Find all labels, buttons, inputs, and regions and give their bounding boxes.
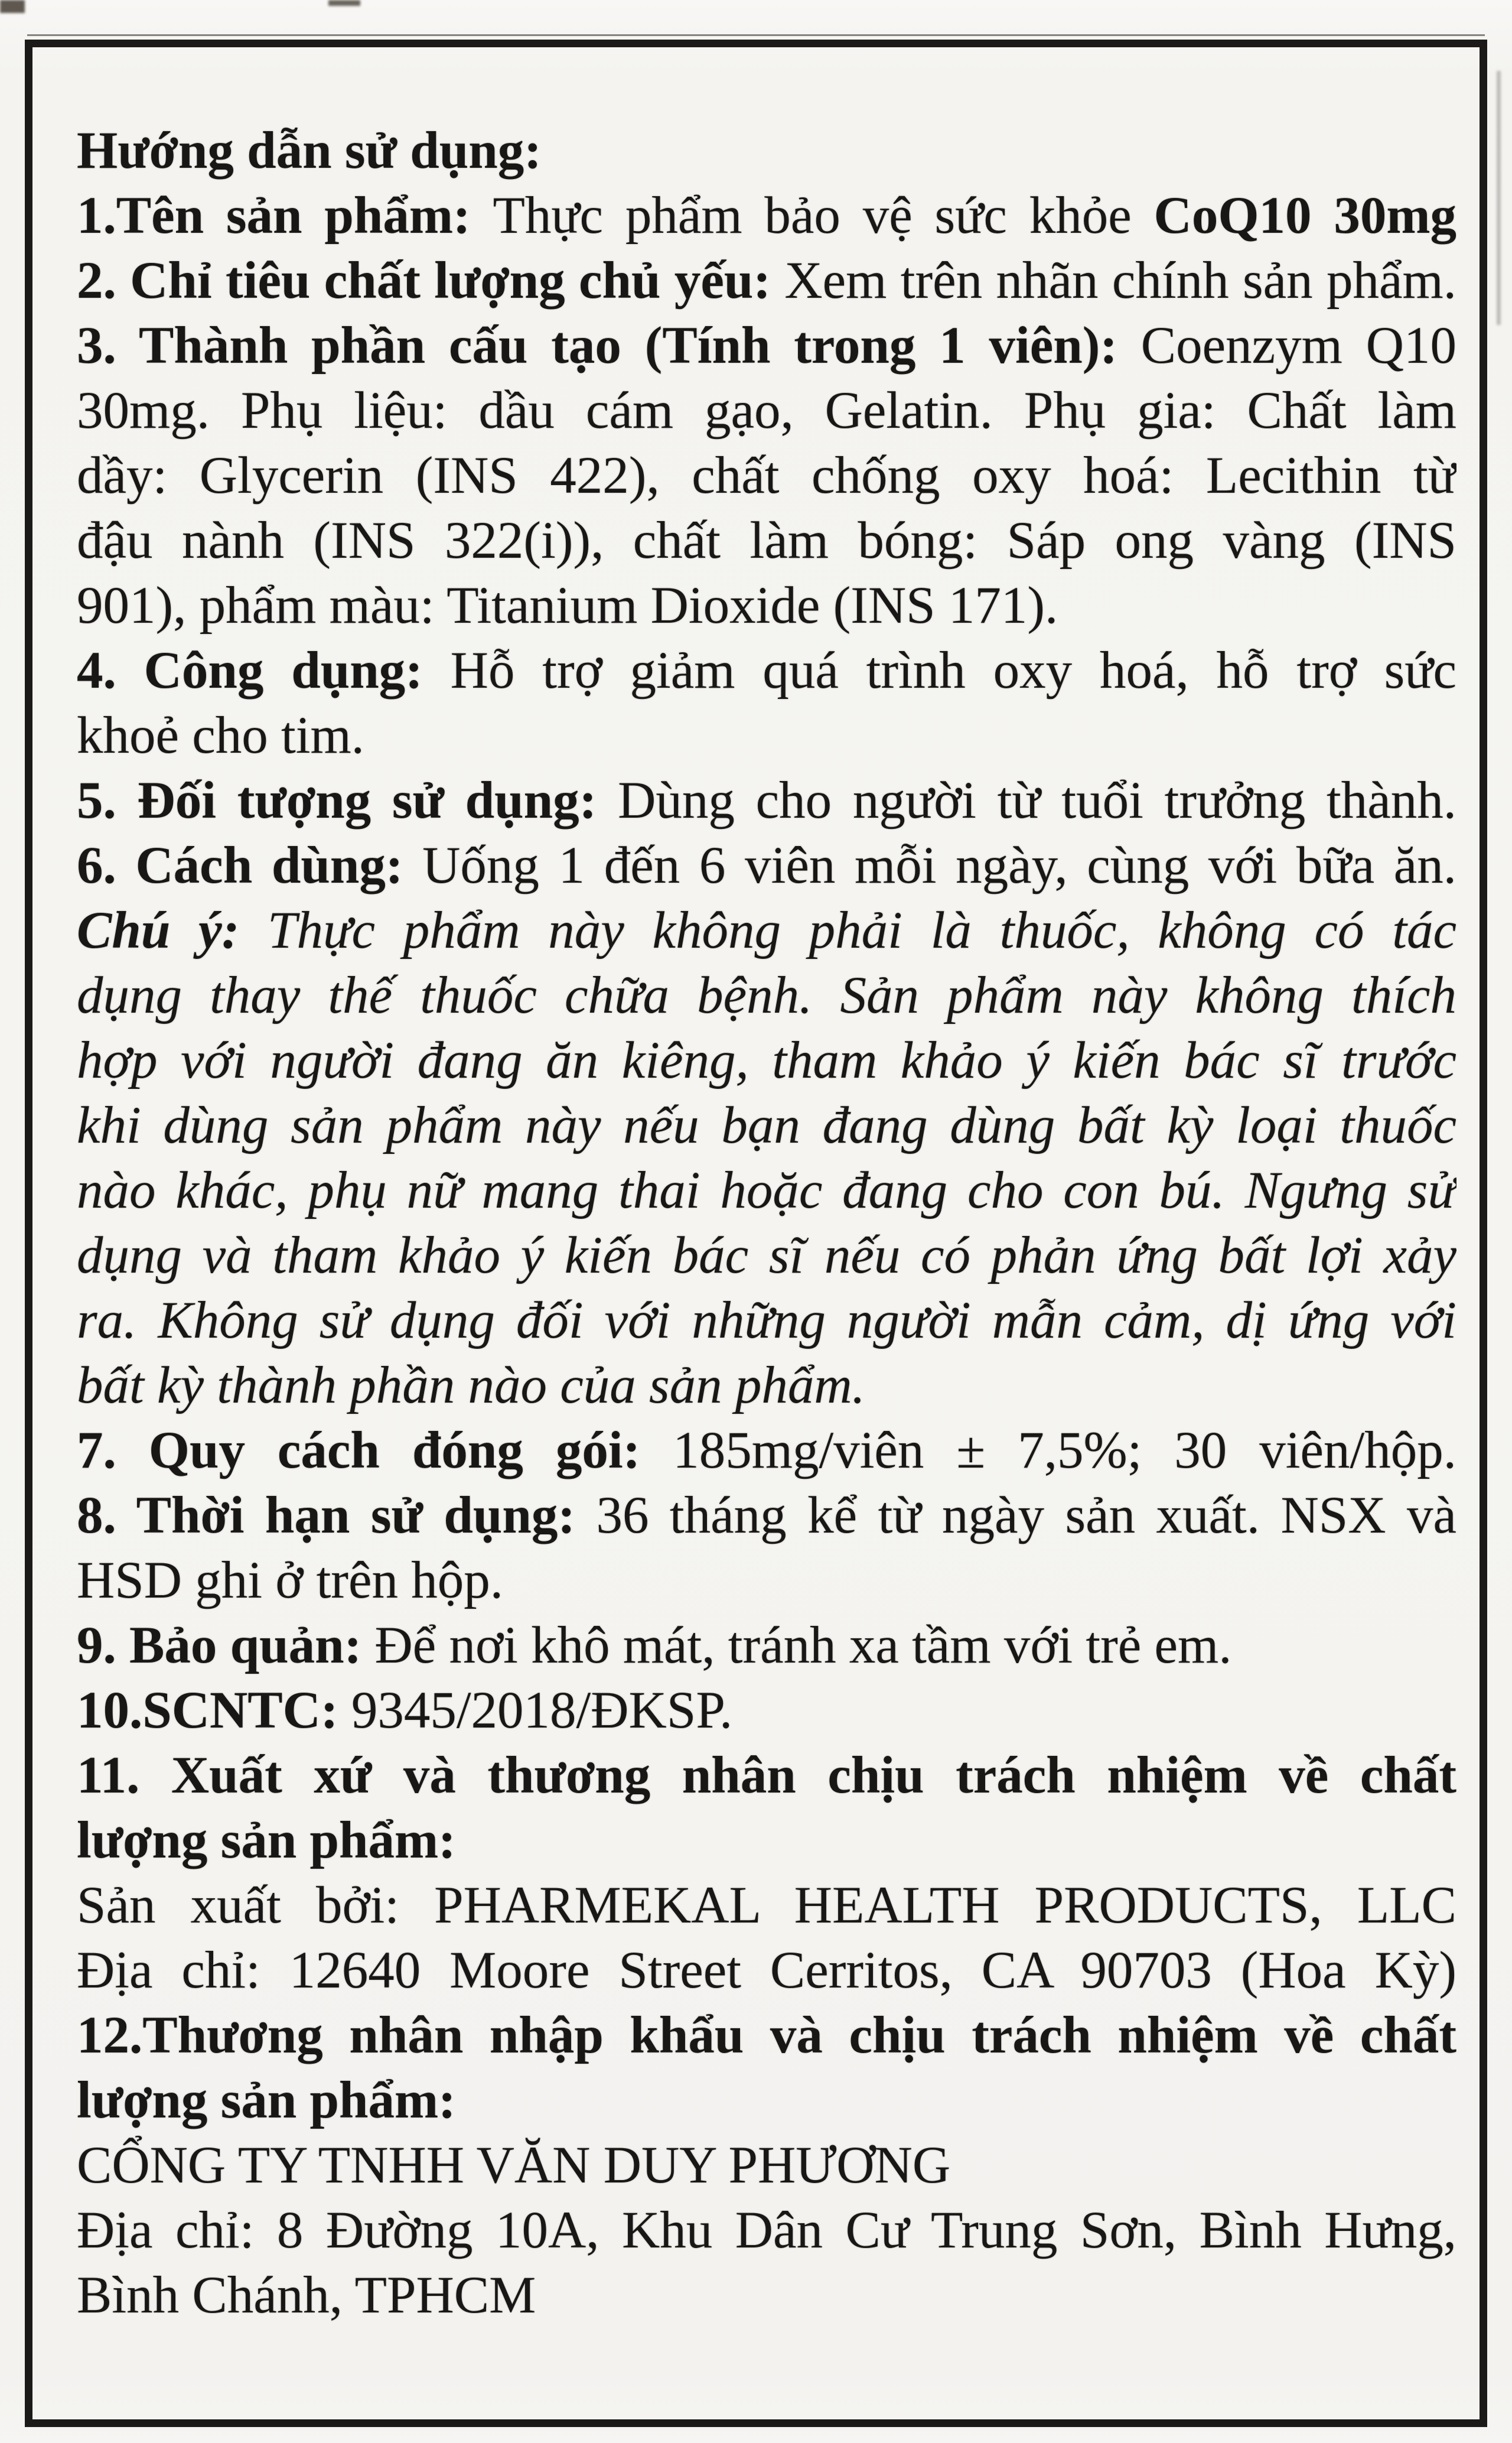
text-line [77, 638, 1456, 703]
text-line [77, 1938, 1456, 2003]
text-segment-italic: Thực phẩm này không phải là thuốc, không có tác [267, 902, 1456, 959]
text-segment-bold: 6. Cách dùng: [77, 837, 423, 894]
text-line [77, 443, 1456, 508]
text-segment-italic: dụng và tham khảo ý kiến bác sĩ nếu có phản ứng bất lợi xảy [77, 1227, 1456, 1284]
text-segment-regular: CỔNG TY TNHH VĂN DUY PHƯƠNG [77, 2136, 951, 2194]
text-line [77, 963, 1456, 1028]
text-segment-regular: 901), phẩm màu: Titanium Dioxide (INS 171). [77, 577, 1058, 635]
scan-artifact [0, 0, 25, 13]
text-segment-regular: 9345/2018/ĐKSP. [351, 1681, 733, 1739]
text-segment-bold: 4. Công dụng: [77, 642, 451, 700]
text-line [77, 898, 1456, 963]
text-line [77, 1743, 1456, 1808]
text-line [77, 1483, 1456, 1548]
text-segment-regular: khoẻ cho tim. [77, 707, 364, 765]
text-line [77, 1873, 1456, 1938]
text-line [77, 1418, 1456, 1483]
text-segment-regular: dầy: Glycerin (INS 422), chất chống oxy hoá: Lecithin từ [77, 447, 1456, 505]
text-line [77, 1613, 1456, 1678]
text-line [77, 118, 1456, 183]
text-segment-regular: 36 tháng kể từ ngày sản xuất. NSX và [596, 1486, 1456, 1544]
text-segment-italic: dụng thay thế thuốc chữa bệnh. Sản phẩm này không thích [77, 967, 1456, 1024]
text-line [77, 1093, 1456, 1158]
text-segment-regular: đậu nành (INS 322(i)), chất làm bóng: Sáp ong vàng (INS [77, 512, 1456, 570]
text-line [77, 2133, 1456, 2198]
text-line [77, 1353, 1456, 1418]
text-line [77, 183, 1456, 248]
text-line [77, 2198, 1456, 2263]
text-line [77, 703, 1456, 768]
text-segment-bold: 9. Bảo quản: [77, 1616, 375, 1674]
text-segment-regular: Xem trên nhãn chính sản phẩm. [784, 252, 1456, 310]
text-line [77, 1678, 1456, 1743]
text-segment-regular: Uống 1 đến 6 viên mỗi ngày, cùng với bữa ăn. [422, 837, 1456, 894]
text-segment-bold: lượng sản phẩm: [77, 2071, 456, 2129]
text-segment-regular: Để nơi khô mát, tránh xa tầm với trẻ em. [374, 1616, 1232, 1674]
text-segment-bold: 11. Xuất xứ và thương nhân chịu trách nhiệm về chất [77, 1746, 1456, 1804]
text-segment-bold: 3. Thành phần cấu tạo (Tính trong 1 viên): [77, 317, 1141, 375]
text-line [77, 2003, 1456, 2068]
text-segment-regular: Địa chỉ: 8 Đường 10A, Khu Dân Cư Trung Sơn, Bình Hưng, [77, 2201, 1456, 2259]
text-segment-bold-italic: Chú ý: [77, 902, 268, 959]
scan-artifact [1497, 71, 1501, 325]
text-line [77, 1028, 1456, 1093]
text-segment-regular: Dùng cho người từ tuổi trưởng thành. [618, 772, 1456, 829]
text-line [77, 313, 1456, 378]
scan-artifact [328, 0, 360, 6]
text-segment-bold: 2. Chỉ tiêu chất lượng chủ yếu: [77, 252, 785, 310]
text-segment-regular: HSD ghi ở trên hộp. [77, 1551, 503, 1609]
text-segment-regular: Coenzym Q10 [1140, 317, 1456, 375]
text-segment-bold: 12.Thương nhân nhập khẩu và chịu trách nhiệm về chất [77, 2006, 1456, 2064]
text-segment-bold: 1.Tên sản phẩm: [77, 187, 493, 245]
text-line [77, 1288, 1456, 1353]
text-segment-italic: bất kỳ thành phần nào của sản phẩm. [77, 1357, 865, 1414]
text-segment-bold: CoQ10 30mg [1153, 187, 1456, 245]
text-line [77, 378, 1456, 443]
text-line [77, 833, 1456, 898]
text-segment-bold: 10.SCNTC: [77, 1681, 351, 1739]
label-border-topline [27, 34, 1485, 36]
text-segment-regular: Sản xuất bởi: PHARMEKAL HEALTH PRODUCTS, LLC [77, 1876, 1456, 1934]
text-line [77, 1158, 1456, 1223]
text-line [77, 768, 1456, 833]
text-segment-regular: Địa chỉ: 12640 Moore Street Cerritos, CA 90703 (Hoa Kỳ) [77, 1941, 1456, 1999]
text-line [77, 248, 1456, 313]
text-line [77, 1548, 1456, 1613]
text-line [77, 573, 1456, 638]
text-segment-italic: khi dùng sản phẩm này nếu bạn đang dùng bất kỳ loại thuốc [77, 1097, 1456, 1154]
text-segment-regular: Thực phẩm bảo vệ sức khỏe [493, 187, 1154, 245]
text-segment-bold: Hướng dẫn sử dụng: [77, 122, 542, 180]
text-segment-bold: 5. Đối tượng sử dụng: [77, 772, 618, 829]
text-segment-italic: ra. Không sử dụng đối với những người mẫn cảm, dị ứng với [77, 1292, 1456, 1349]
text-segment-bold: lượng sản phẩm: [77, 1811, 456, 1869]
text-segment-regular: 30mg. Phụ liệu: dầu cám gạo, Gelatin. Phụ gia: Chất làm [77, 382, 1456, 440]
text-line [77, 1223, 1456, 1288]
text-segment-bold: 7. Quy cách đóng gói: [77, 1421, 673, 1479]
text-line [77, 508, 1456, 573]
text-line [77, 1808, 1456, 1873]
text-segment-bold: 8. Thời hạn sử dụng: [77, 1486, 597, 1544]
text-line [77, 2263, 1456, 2328]
text-segment-regular: Bình Chánh, TPHCM [77, 2266, 536, 2324]
text-segment-regular: Hỗ trợ giảm quá trình oxy hoá, hỗ trợ sức [450, 642, 1456, 700]
label-text [77, 118, 1456, 2328]
text-line [77, 2068, 1456, 2133]
text-segment-regular: 185mg/viên ± 7,5%; 30 viên/hộp. [673, 1421, 1456, 1479]
text-segment-italic: hợp với người đang ăn kiêng, tham khảo ý kiến bác sĩ trước [77, 1032, 1456, 1089]
text-segment-italic: nào khác, phụ nữ mang thai hoặc đang cho con bú. Ngưng sử [77, 1162, 1456, 1219]
